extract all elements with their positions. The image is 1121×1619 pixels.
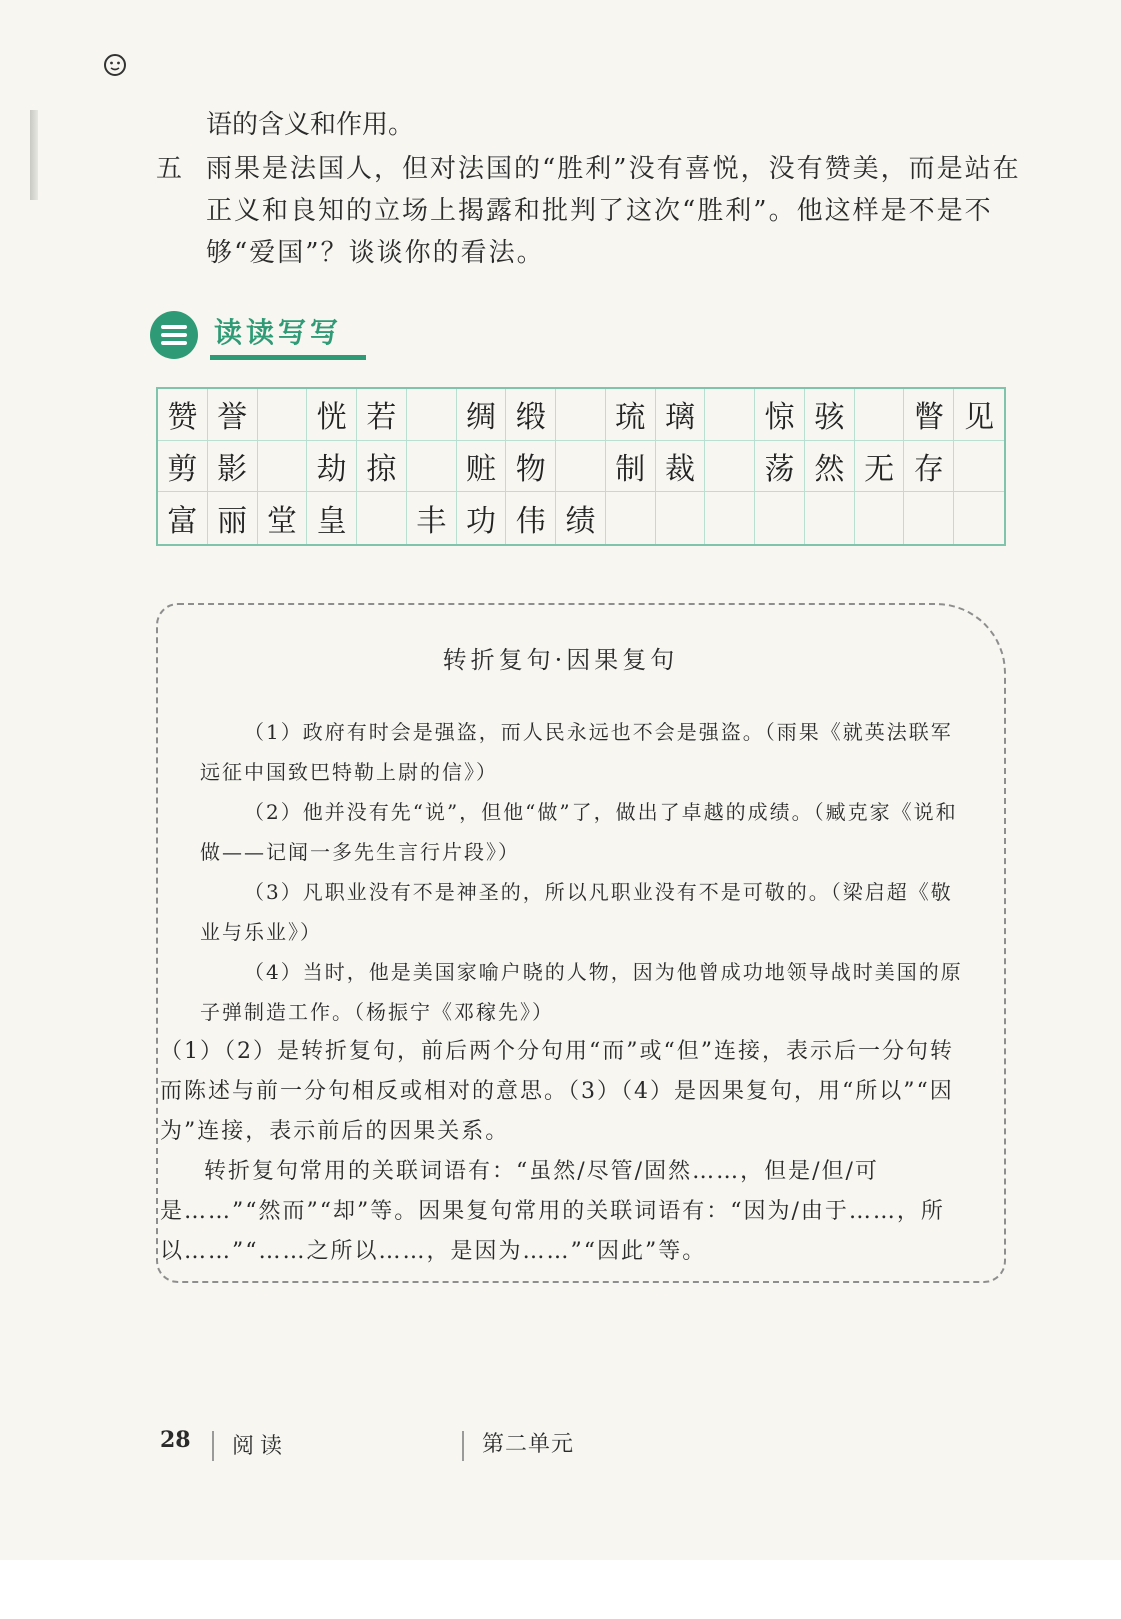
grid-cell — [705, 492, 755, 544]
grid-cell — [407, 389, 457, 441]
grid-cell: 裁 — [656, 441, 706, 493]
grid-cell: 制 — [606, 441, 656, 493]
explanation-2: 转折复句常用的关联词语有：“虽然/尽管/固然……，但是/但/可是……”“然而”“却”等。因果复句常用的关联词语有：“因为/由于……，所以……”“……之所以……，是因为……”“因此”等。 — [160, 1159, 945, 1264]
section-three-icon — [150, 311, 198, 359]
grid-cell: 掠 — [357, 441, 407, 493]
grid-cell: 赞 — [158, 389, 208, 441]
grid-cell — [954, 492, 1004, 544]
grid-cell: 赃 — [457, 441, 507, 493]
grid-cell — [357, 492, 407, 544]
footer-unit-label: 第二单元 — [482, 1432, 575, 1457]
grid-cell: 惊 — [755, 389, 805, 441]
page-binding-shadow — [30, 110, 38, 200]
grid-cell: 功 — [457, 492, 507, 544]
grid-cell — [855, 389, 905, 441]
grid-cell — [705, 389, 755, 441]
question-number: 五 — [156, 154, 183, 184]
grid-cell — [407, 441, 457, 493]
grid-cell — [258, 389, 308, 441]
page-number: 28 — [160, 1427, 191, 1453]
grid-cell: 然 — [805, 441, 855, 493]
grid-cell — [855, 492, 905, 544]
grid-cell: 瞥 — [904, 389, 954, 441]
grid-cell: 绩 — [556, 492, 606, 544]
section-title: 读读写写 — [210, 311, 366, 360]
grid-cell: 皇 — [307, 492, 357, 544]
grid-cell — [954, 441, 1004, 493]
grid-cell: 丽 — [208, 492, 258, 544]
grid-cell: 无 — [855, 441, 905, 493]
grid-cell — [805, 492, 855, 544]
note-title: 转折复句·因果复句 — [442, 646, 679, 674]
footer-section-label: 阅读 — [232, 1434, 289, 1459]
grid-cell: 恍 — [307, 389, 357, 441]
example-1: （1）政府有时会是强盗，而人民永远也不会是强盗。（雨果《就英法联军远征中国致巴特勒上尉的信》） — [200, 720, 953, 784]
vocabulary-grid — [156, 387, 1006, 546]
question-five — [156, 148, 1036, 274]
page-footer — [0, 1427, 1121, 1467]
page-bottom-margin — [0, 1560, 1121, 1619]
example-4: （4）当时，他是美国家喻户晓的人物，因为他曾成功地领导战时美国的原子弹制造工作。（杨振宁《邓稼先》） — [200, 960, 963, 1024]
footer-divider — [462, 1431, 464, 1461]
grid-cell — [755, 492, 805, 544]
exercise-text — [156, 104, 1036, 274]
grid-cell — [556, 441, 606, 493]
example-2: （2）他并没有先“说”，但他“做”了，做出了卓越的成绩。（臧克家《说和做——记闻一多先生言行片段》） — [200, 800, 958, 864]
grid-cell: 伟 — [506, 492, 556, 544]
grid-cell: 剪 — [158, 441, 208, 493]
example-3: （3）凡职业没有不是神圣的，所以凡职业没有不是可敬的。（梁启超《敬业与乐业》） — [200, 880, 953, 944]
grid-cell: 璃 — [656, 389, 706, 441]
grid-cell: 绸 — [457, 389, 507, 441]
grid-cell: 富 — [158, 492, 208, 544]
grid-cell: 劫 — [307, 441, 357, 493]
question-text: 雨果是法国人，但对法国的“胜利”没有喜悦，没有赞美，而是站在正义和良知的立场上揭露和批判了这次“胜利”。他这样是不是不够“爱国”？谈谈你的看法。 — [206, 154, 1021, 268]
section-header — [150, 310, 366, 360]
note-body — [160, 712, 970, 1272]
grid-cell — [606, 492, 656, 544]
grid-cell: 物 — [506, 441, 556, 493]
grid-cell: 琉 — [606, 389, 656, 441]
grid-cell: 若 — [357, 389, 407, 441]
footer-divider — [212, 1431, 214, 1461]
grid-cell: 存 — [904, 441, 954, 493]
grid-cell: 丰 — [407, 492, 457, 544]
grid-cell — [705, 441, 755, 493]
grid-cell: 荡 — [755, 441, 805, 493]
grid-cell: 堂 — [258, 492, 308, 544]
grid-cell — [556, 389, 606, 441]
grid-cell — [258, 441, 308, 493]
grid-cell — [656, 492, 706, 544]
grid-cell: 骇 — [805, 389, 855, 441]
grid-cell: 见 — [954, 389, 1004, 441]
grid-cell — [904, 492, 954, 544]
continued-line: 语的含义和作用。 — [206, 110, 415, 140]
grid-cell: 缎 — [506, 389, 556, 441]
explanation-1: （1）（2）是转折复句，前后两个分句用“而”或“但”连接，表示后一分句转而陈述与前一分句相反或相对的意思。（3）（4）是因果复句，用“所以”“因为”连接，表示前后的因果关系。 — [160, 1039, 954, 1144]
smiley-icon — [103, 53, 127, 77]
grid-cell: 影 — [208, 441, 258, 493]
grid-cell: 誉 — [208, 389, 258, 441]
